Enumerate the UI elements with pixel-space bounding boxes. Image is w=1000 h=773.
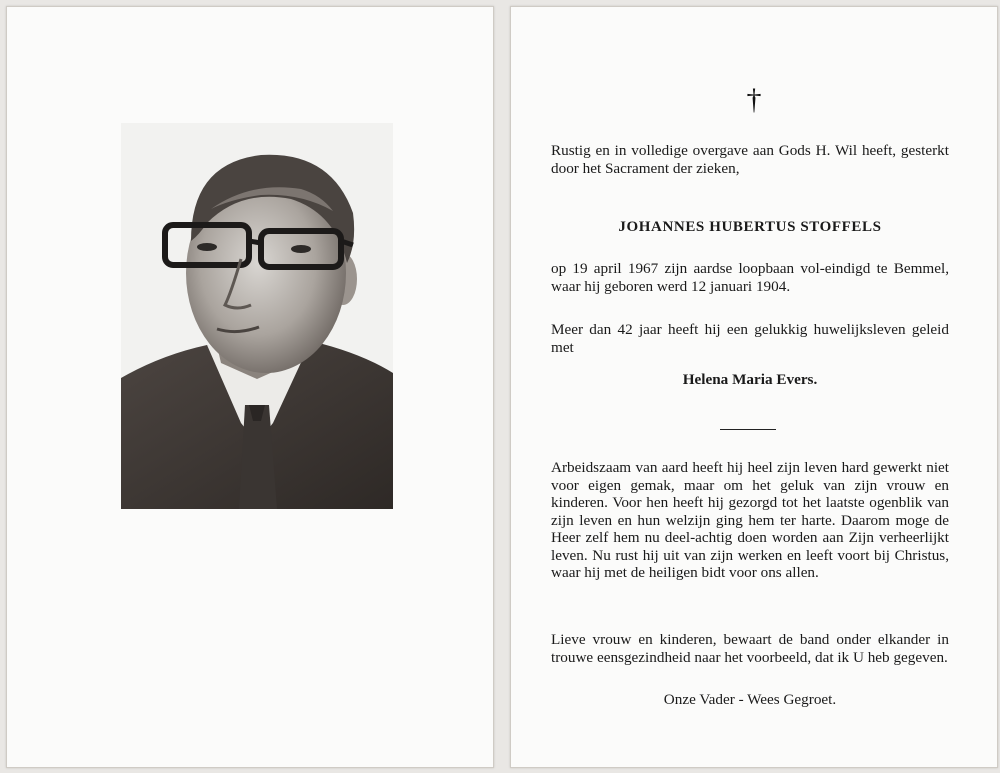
card-left-page xyxy=(6,6,494,768)
cross-icon: † xyxy=(746,83,762,116)
tribute-text: Arbeidszaam van aard heeft hij heel zijn leven hard gewerkt niet voor eigen gemak, maar om het geluk van zijn vrouw en kinderen. Voor hen heeft hij gezorgd tot het laatste ogenblik van zijn leven en hun welzijn ging hem ter harte. Daarom moge de Heer zelf hem nu deel-achtig doen worden aan Zijn verheerlijkt leven. Nu rust hij uit van zijn werken en leeft voort bij Christus, waar hij met de heiligen bidt voor ons allen. xyxy=(551,459,949,581)
card-right-page xyxy=(510,6,998,768)
spouse-name: Helena Maria Evers. xyxy=(682,371,818,388)
divider-line xyxy=(720,429,776,430)
portrait-photo xyxy=(121,123,393,509)
marriage-text: Meer dan 42 jaar heeft hij een gelukkig huwelijksleven geleid met xyxy=(551,321,949,356)
deceased-name: JOHANNES HUBERTUS STOFFELS xyxy=(618,219,882,235)
death-details: op 19 april 1967 zijn aardse loopbaan vol-eindigd te Bemmel, waar hij geboren werd 12 januari 1904. xyxy=(551,260,949,295)
intro-text: Rustig en in volledige overgave aan Gods H. Wil heeft, gesterkt door het Sacrament der zieken, xyxy=(551,142,949,177)
prayer-text: Onze Vader - Wees Gegroet. xyxy=(663,691,837,708)
farewell-text: Lieve vrouw en kinderen, bewaart de band onder elkander in trouwe eensgezindheid naar het voorbeeld, dat ik U heb gegeven. xyxy=(551,631,949,666)
